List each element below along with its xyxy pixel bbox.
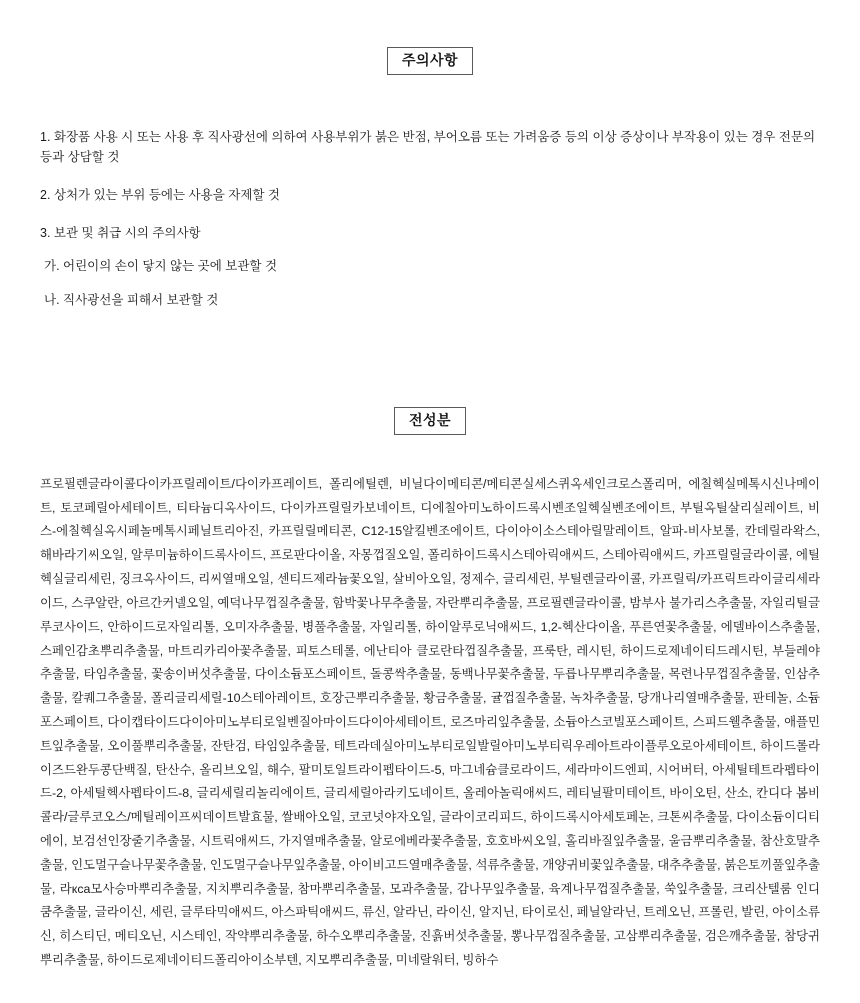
caution-heading: 주의사항 [387,47,473,75]
ingredients-heading-wrap [40,407,820,435]
caution-subitem-b: 나. 직사광선을 피해서 보관할 것 [44,293,219,308]
caution-section [0,47,860,312]
caution-item-2: 2. 상처가 있는 부위 등에는 사용을 자제할 것 [40,188,281,203]
caution-subitem-a: 가. 어린이의 손이 닿지 않는 곳에 보관할 것 [44,258,278,273]
caution-item-3: 3. 보관 및 취급 시의 주의사항 [40,225,201,240]
document-page [0,47,860,1003]
caution-heading-wrap [40,47,820,75]
caution-list [40,127,820,312]
ingredients-heading: 전성분 [394,407,466,435]
ingredients-text: 프로필렌글라이콜다이카프릴레이트/다이카프레이트, 폴리에틸렌, 비닐다이메티콘/메티콘실세스퀴옥세인크로스폴리머, 에칠헥실메톡시신나메이트, 토코페릴아세테이트, 티타늄디옥사이드, 다이카프릴릴카보네이트, 디에칠아미노하이드록시벤조일헥실벤조에이트, 부틸옥틸살리실레이트, 비스-에칠헥실옥시페놀메톡시페닐트리아진, 카프릴릴메티콘, C12-15알킬벤조에이트, 다이아이소스테아릴말레이트, 알파-비사보롤, 칸데릴라왁스, 해바라기씨오일, 알루미늄하이드록사이드, 프로판다이올, 자몽껍질오일, 폴리하이드록시스테아릭애씨드, 스테아릭애씨드, 카프릴릴글라이콜, 에틸헥실글리세린, 징크옥사이드, 리씨열매오일, 센티드제라늄꽃오일, 살비아오일, 정제수, 글리세린, 부틸렌글라이콜, 카프릴릭/카프릭트라이글리세라이드, 스쿠알란, 아르간커넬오일, 예덕나무껍질추출물, 함박꽃나무추출물, 자란뿌리추출물, 프로필렌글라이콜, 밤부사 불가리스추출물, 자일리틸글루코사이드, 안하이드로자일리톨, 오미자추출물, 병풀추출물, 자일리톨, 하이알루로닉애씨드, 1,2-헥산다이올, 푸른연꽃추출물, 에델바이스추출물, 스페인감초뿌리추출물, 마트리카리아꽃추출물, 피토스테롤, 에난티아 클로란타껍질추출물, 프룩탄, 레시틴, 하이드로제네이티드레시틴, 부들레야추출물, 타임추출물, 꽃송이버섯추출물, 다이소듐포스페이트, 돌콩싹추출물, 동백나무꽃추출물, 두릅나무뿌리추출물, 목련나무껍질추출물, 인삼추출물, 칼퀘그추출물, 폴리글리세릴-10스테아레이트, 호장근뿌리추출물, 황금추출물, 귤껍질추출물, 녹차추출물, 당개나리열매추출물, 판테놀, 소듐포스페이트, 다이캡타이드다이아미노부티로일벤질아마이드다이아세테이트, 로즈마리잎추출물, 소듐아스코빌포스페이트, 스피드웰추출물, 애플민트잎추출물, 오이풀뿌리추출물, 잔탄검, 타임잎추출물, 테트라데실아미노부티로일발릴아미노부티릭우레아트라이플루오로아세테이트, 하이드롤라이즈드완두콩단백질, 탄산수, 올리브오일, 해수, 팔미토일트라이펩타이드-5, 마그네슘클로라이드, 세라마이드엔피, 시어버터, 아세틸테트라펩타이드-2, 아세틸헥사펩타이드-8, 글리세릴리놀리에이트, 글리세릴아라키도네이트, 올레아놀릭애씨드, 레티닐팔미테이트, 바이오틴, 산소, 칸디다 봄비콜라/글루코오스/메틸레이프씨데이트발효물, 쌀배아오일, 코코넛야자오일, 글라이코리피드, 하이드록시아세토페논, 크톤씨추출물, 다이소듐이디티에이, 보검선인장줄기추출물, 시트릭애씨드, 가지열매추출물, 알로에베라꽃추출물, 호호바씨오일, 홀리바질잎추출물, 울금뿌리추출물, 참산호말추출물, 인도멀구슬나무꽃추출물, 인도멀구슬나무잎추출물, 아이비고드열매추출물, 석류추출물, 개양귀비꽃잎추출물, 대추추출물, 붉은토끼풀잎추출물, 라ксa모사승마뿌리추출물, 지치뿌리추출물, 참마뿌리추출물, 모과추출물, 감나무잎추출물, 육계나무껍질추출물, 쑥잎추출물, 크리산텔룸 인디쿰추출물, 글라이신, 세린, 글루타믹애씨드, 아스파틱애씨드, 류신, 알라닌, 라이신, 알지닌, 타이로신, 페닐알라닌, 트레오닌, 프롤린, 발린, 아이소류신, 히스티딘, 메티오닌, 시스테인, 작약뿌리추출물, 하수오뿌리추출물, 진흙버섯추출물, 뽕나무껍질추출물, 고삼뿌리추출물, 검은깨추출물, 참당귀뿌리추출물, 하이드로제네이티드폴리아이소부텐, 지모뿌리추출물, 미네랄워터, 빙하수 [40,476,820,968]
caution-item-1: 1. 화장품 사용 시 또는 사용 후 직사광선에 의하여 사용부위가 붉은 반점, 부어오름 또는 가려움증 등의 이상 증상이나 부작용이 있는 경우 전문의 등과 상담할 것 [40,129,816,165]
ingredients-section [0,407,860,1003]
